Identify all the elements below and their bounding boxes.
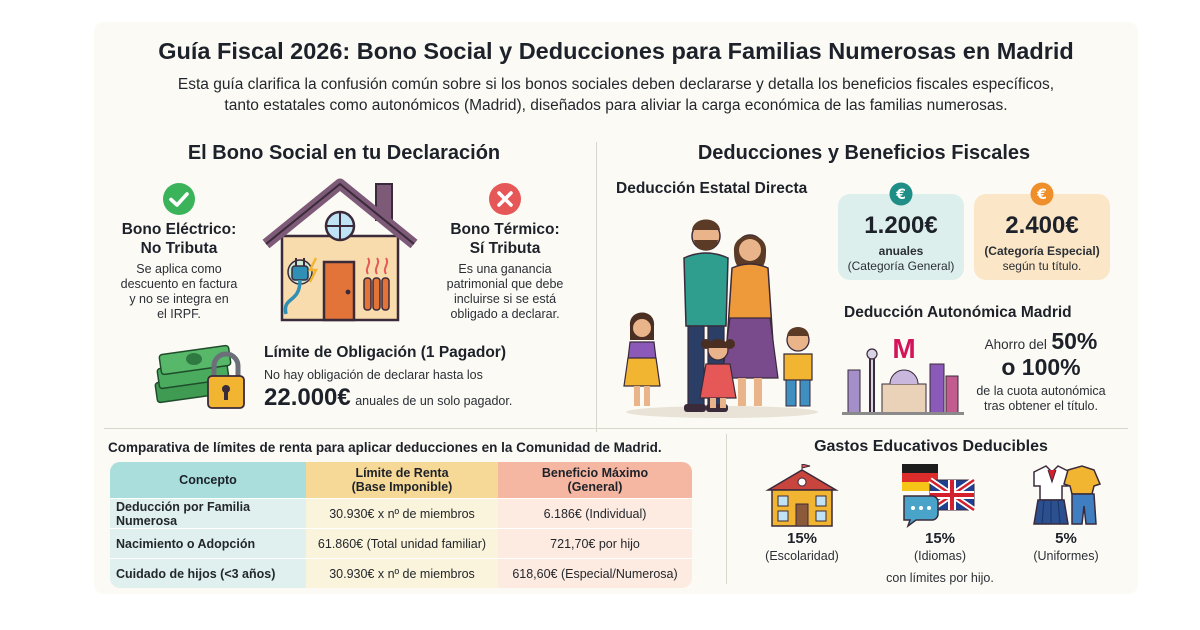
bono-termico-desc-line-3: incluirse si se está [453,292,557,306]
euro-coin-teal-icon [889,182,913,206]
limite-amount: 22.000€ [264,384,351,411]
deduccion-general-amount: 1.200€ [864,212,938,239]
bono-electrico-desc-line-1: Se aplica como [136,262,222,276]
bono-termico-desc-line-1: Es una ganancia [458,262,552,276]
bono-termico-title-line-2: Sí Tributa [469,240,541,257]
deduccion-especial-text [974,244,1110,274]
bono-termico-title [430,220,580,258]
vertical-divider-top [596,142,597,432]
cell-limite: 30.930€ x nº de miembros [306,498,498,528]
vertical-divider-bottom [726,434,727,584]
header-beneficio-line-2: (General) [567,480,623,494]
deduccion-estatal-title: Deducción Estatal Directa [616,180,808,197]
madrid-logo-letter: M [892,333,916,364]
bono-termico-desc-line-2: patrimonial que debe [446,277,564,291]
limite-title: Límite de Obligación (1 Pagador) [264,344,507,361]
header-limite-line-2: (Base Imponible) [351,480,453,494]
deduccion-especial-line-2: según tu título. [1002,259,1082,273]
educativos-heading: Gastos Educativos Deducibles [814,438,1048,455]
bono-electrico-desc [104,262,254,322]
deduccion-especial-amount: 2.400€ [1005,212,1079,239]
uniform-icon [1028,464,1104,528]
educativo-pct-escolaridad: 15% [786,530,818,547]
deduccion-general-line-1: anuales [878,244,924,258]
ahorro-prefix: Ahorro del [984,337,1047,352]
euro-coin-orange-icon [1030,182,1054,206]
table-header-row [110,462,692,498]
family-icon [614,208,830,420]
comparison-table [110,462,692,588]
horizontal-divider [104,428,1128,429]
bono-termico-desc [430,262,580,322]
ahorro-desc-line-1: de la cuota autonómica [976,384,1106,398]
bono-electrico-desc-line-4: el IRPF. [157,307,201,321]
header-beneficio-line-1: Beneficio Máximo [541,466,649,480]
ahorro-pct-100: o 100% [1001,354,1081,380]
header-concepto: Concepto [110,462,306,498]
school-icon [762,464,842,528]
table-row [110,558,692,588]
cell-beneficio: 721,70€ por hijo [498,528,692,558]
cell-limite: 61.860€ (Total unidad familiar) [306,528,498,558]
check-icon [162,182,196,216]
intro-text [114,74,1118,116]
languages-icon [900,462,978,528]
house-icon [260,174,420,324]
header-beneficio [498,462,692,498]
euro-symbol-orange: € [1037,187,1047,203]
bono-electrico-title-line-1: Bono Eléctrico: [121,221,237,238]
cell-limite: 30.930€ x nº de miembros [306,558,498,588]
educativos-note: con límites por hijo. [886,571,994,585]
educativo-label-idiomas: (Idiomas) [913,549,967,563]
ahorro-desc-line-2: tras obtener el título. [984,399,1098,413]
table-caption: Comparativa de límites de renta para aplicar deducciones en la Comunidad de Madrid. [108,440,662,455]
bono-social-heading: El Bono Social en tu Declaración [187,142,501,164]
madrid-skyline-icon [842,326,964,418]
educativo-label-uniformes: (Uniformes) [1033,549,1099,563]
deduccion-especial-line-1: (Categoría Especial) [984,244,1100,258]
table-row [110,498,692,528]
deducciones-heading: Deducciones y Beneficios Fiscales [697,142,1031,164]
bono-electrico-title [104,220,254,258]
ahorro-desc [960,384,1122,414]
educativo-pct-uniformes: 5% [1055,530,1077,547]
educativo-label-escolaridad: (Escolaridad) [765,549,839,563]
bono-electrico-desc-line-3: y no se integra en [129,292,229,306]
limite-desc: No hay obligación de declarar hasta los [264,368,483,382]
money-lock-icon [152,332,252,416]
bono-electrico-desc-line-2: descuento en factura [120,277,238,291]
cell-concepto: Nacimiento o Adopción [110,528,306,558]
bono-termico-title-line-1: Bono Térmico: [450,221,560,238]
educativo-pct-idiomas: 15% [924,530,956,547]
limite-amount-suffix: anuales de un solo pagador. [355,394,513,408]
cell-beneficio: 618,60€ (Especial/Numerosa) [498,558,692,588]
comparison-table-wrap [110,462,692,588]
deduccion-general-line-2: (Categoría General) [847,259,955,273]
limite-amount-row [264,384,584,412]
cell-concepto: Cuidado de hijos (<3 años) [110,558,306,588]
bono-termico-desc-line-4: obligado a declarar. [450,307,560,321]
ahorro-row [966,328,1116,355]
ahorro-pct-50: 50% [1051,328,1098,354]
cell-concepto: Deducción por Familia Numerosa [110,498,306,528]
deduccion-general-text [838,244,964,274]
cell-beneficio: 6.186€ (Individual) [498,498,692,528]
infographic-card [94,22,1138,594]
table-row [110,528,692,558]
intro-line-2: tanto estatales como autonómicos (Madrid), diseñados para aliviar la carga económica de las familias numerosas. [224,97,1008,114]
bono-electrico-title-line-2: No Tributa [140,240,218,257]
intro-line-1: Esta guía clarifica la confusión común sobre si los bonos sociales deben declararse y detalla los beneficios fiscales específicos, [177,76,1055,93]
euro-symbol-teal: € [896,187,906,203]
header-limite-line-1: Límite de Renta [355,466,449,480]
header-limite [306,462,498,498]
page-title: Guía Fiscal 2026: Bono Social y Deducciones para Familias Numerosas en Madrid [158,38,1074,64]
cross-icon [488,182,522,216]
deduccion-autonomica-title: Deducción Autonómica Madrid [844,304,1072,321]
